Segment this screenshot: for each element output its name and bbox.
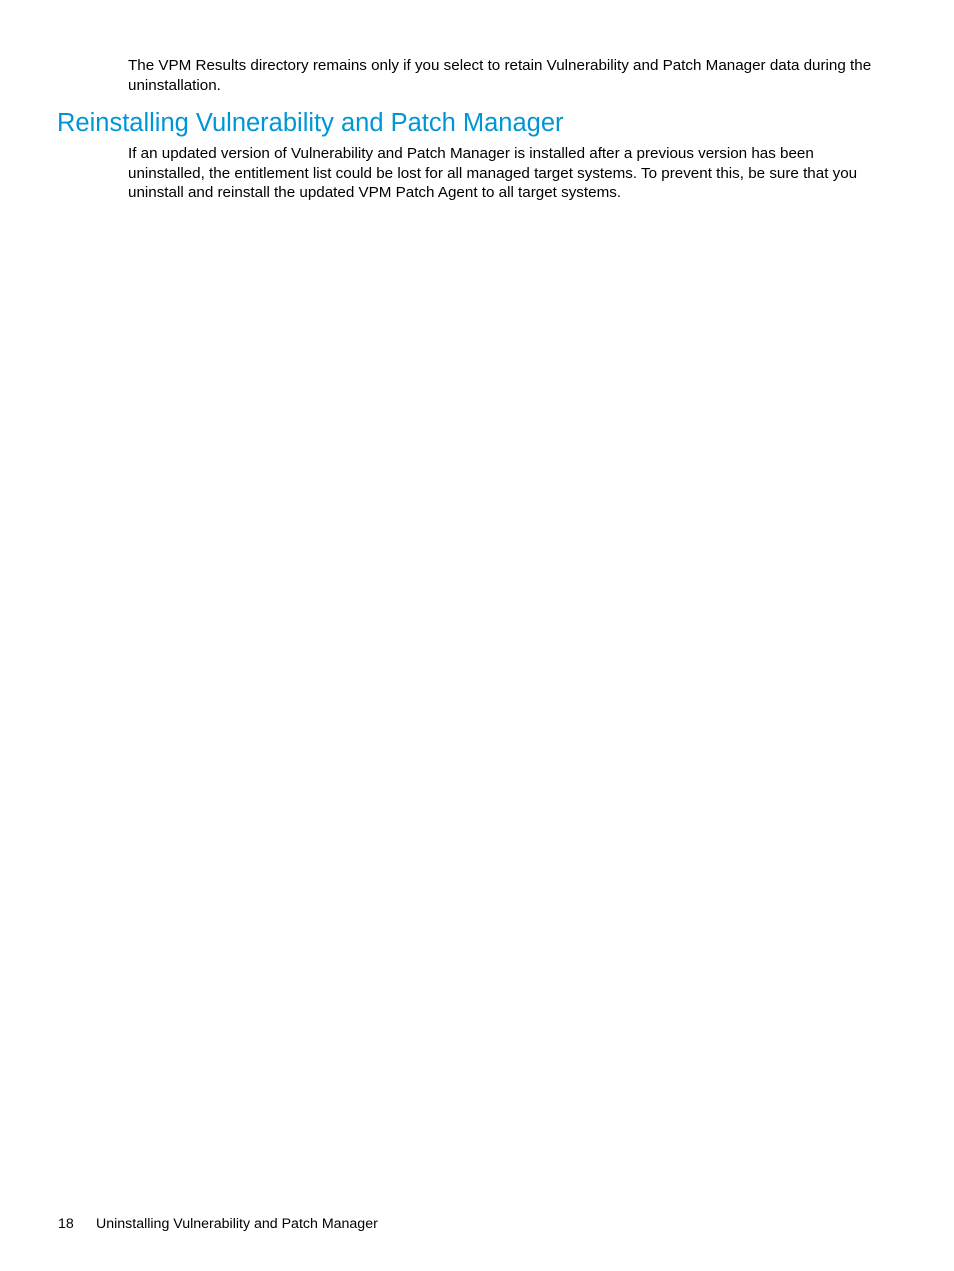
intro-paragraph: The VPM Results directory remains only if you select to retain Vulnerability and Patch Manager data during the uninstallation. bbox=[128, 57, 872, 94]
page-number: 18 bbox=[58, 1216, 74, 1232]
section-heading: Reinstalling Vulnerability and Patch Manager bbox=[57, 109, 564, 137]
reinstall-paragraph: If an updated version of Vulnerability and Patch Manager is installed after a previous version has been uninstalled, the entitlement list could be lost for all managed target systems. To prevent this, be sure that you uninstall and reinstall the updated VPM Patch Agent to all target systems. bbox=[128, 145, 858, 201]
footer-chapter-title: Uninstalling Vulnerability and Patch Manager bbox=[96, 1216, 378, 1232]
page-footer bbox=[58, 1215, 378, 1234]
